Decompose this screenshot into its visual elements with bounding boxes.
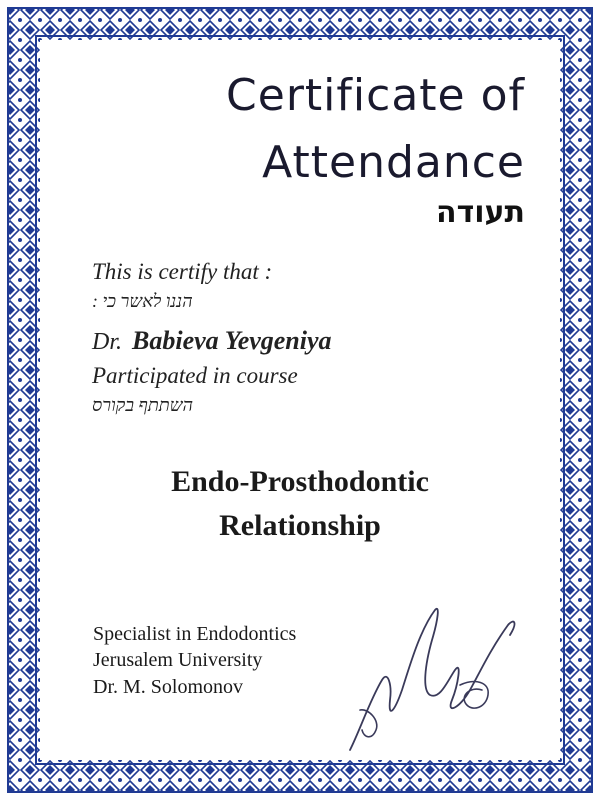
handwritten-signature-icon [340, 590, 540, 760]
certify-text-hebrew: הננו לאשר כי : [92, 291, 193, 311]
course-title-line2: Relationship [219, 509, 381, 542]
course-title-line1: Endo-Prosthodontic [171, 465, 429, 498]
recipient-prefix: Dr. [92, 329, 123, 355]
signatory-institution: Jerusalem University [93, 649, 263, 671]
certificate-title-line1: Certificate of [226, 70, 525, 121]
recipient-name: Babieva Yevgeniya [132, 326, 332, 355]
certify-text: This is certify that : [92, 259, 273, 284]
certificate-title-hebrew: תעודה [435, 195, 525, 230]
recipient-row [92, 328, 332, 354]
signatory-role: Specialist in Endodontics [93, 623, 297, 645]
certificate-title-line2: Attendance [262, 137, 525, 188]
participated-text-hebrew: השתתף בקורס [92, 395, 194, 415]
participated-text: Participated in course [92, 363, 298, 388]
signatory-name: Dr. M. Solomonov [93, 676, 244, 698]
certificate-body [40, 40, 560, 760]
